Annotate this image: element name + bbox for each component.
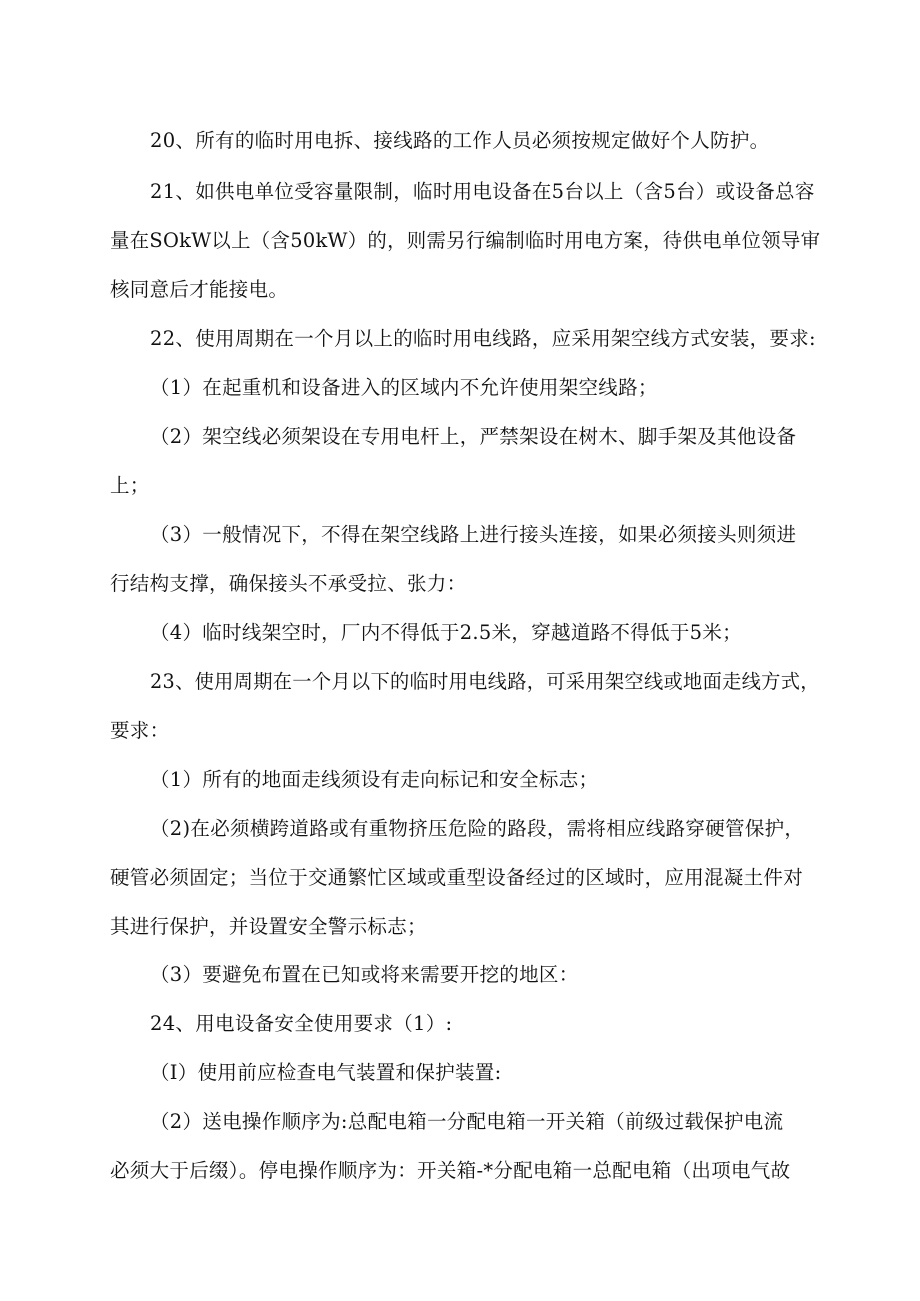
text-line: （2）架空线必须架设在专用电杆上，严禁架设在树木、脚手架及其他设备 [150, 425, 797, 448]
paragraph-23-item-2-continuation [110, 853, 803, 951]
paragraph-22-item-3-continuation [110, 559, 466, 608]
paragraph-24-item-2-continuation [110, 1146, 790, 1195]
text-line: （1）所有的地面走线须设有走向标记和安全标志； [150, 768, 599, 791]
text-line: 必须大于后缀）。停电操作顺序为：开关箱-*分配电箱一总配电箱（出项电气故 [110, 1159, 791, 1182]
text-line: （4）临时线架空时，厂内不得低于2.5米，穿越道路不得低于5米； [150, 621, 742, 644]
text-line: 23、使用周期在一个月以下的临时用电线路，可采用架空线或地面走线方式， [150, 670, 820, 693]
text-line: （3）要避免布置在已知或将来需要开挖的地区： [150, 963, 579, 986]
text-line: （2)在必须横跨道路或有重物挤压危险的路段，需将相应线路穿硬管保护， [150, 817, 805, 840]
text-line: （2）送电操作顺序为:总配电箱一分配电箱一开关箱（前级过载保护电流 [150, 1110, 784, 1133]
paragraph-22 [150, 314, 816, 363]
paragraph-22-item-3-first-line [150, 510, 796, 559]
text-line: 行结构支撑，确保接头不承受拉、张力： [110, 572, 467, 595]
paragraph-24-item-2-first-line [150, 1097, 783, 1146]
text-line: 核同意后才能接电。 [110, 278, 289, 301]
paragraph-22-item-1 [150, 363, 658, 412]
text-line: 要求： [110, 719, 170, 742]
paragraph-23-continuation [110, 706, 169, 755]
text-line: 量在SOkW以上（含50kW）的，则需另行编制临时用电方案，待供电单位领导审 [110, 229, 821, 252]
text-line: （3）一般情况下，不得在架空线路上进行接头连接，如果必须接头则须进 [150, 523, 797, 546]
paragraph-23-item-3 [150, 950, 579, 999]
text-line: （1）在起重机和设备进入的区域内不允许使用架空线路； [150, 376, 658, 399]
paragraph-22-item-4 [150, 608, 742, 657]
paragraph-22-item-2-first-line [150, 412, 796, 461]
text-line: 其进行保护，并设置安全警示标志； [110, 915, 427, 938]
text-line: （I）使用前应检查电气装置和保护装置: [150, 1061, 502, 1084]
paragraph-23-item-1 [150, 755, 598, 804]
text-line: 21、如供电单位受容量限制，临时用电设备在5台以上（含5台）或设备总容 [150, 180, 815, 203]
text-line: 上； [110, 474, 150, 497]
paragraph-20 [150, 116, 769, 165]
paragraph-21-first-line [150, 167, 815, 216]
text-line: 20、所有的临时用电拆、接线路的工作人员必须按规定做好个人防护。 [150, 129, 770, 152]
paragraph-24 [150, 999, 452, 1048]
paragraph-24-item-1 [150, 1048, 501, 1097]
paragraph-21-continuation [110, 216, 824, 314]
text-line: 硬管必须固定；当位于交通繁忙区域或重型设备经过的区域时，应用混凝土件对 [110, 866, 804, 889]
paragraph-23-item-2-first-line [150, 804, 804, 853]
text-line: 22、使用周期在一个月以上的临时用电线路，应采用架空线方式安装，要求: [150, 327, 816, 350]
text-line: 24、用电设备安全使用要求（1）: [150, 1012, 453, 1035]
paragraph-22-item-2-continuation [110, 461, 150, 510]
paragraph-23-first-line [150, 657, 829, 706]
